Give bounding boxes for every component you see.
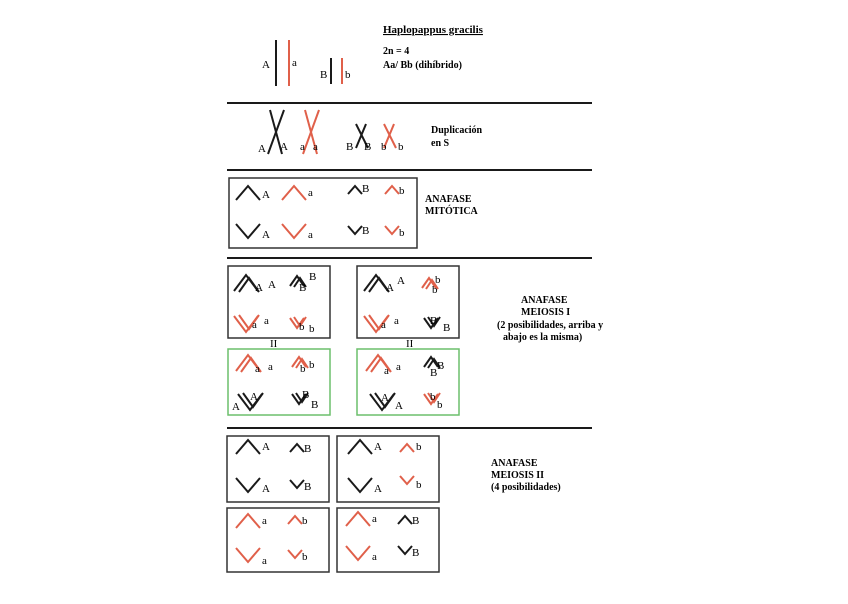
duplicated-B: [346, 124, 371, 153]
meiosis1-label-3: (2 posibilidades, arriba y: [497, 320, 604, 331]
svg-text:A: A: [250, 391, 258, 403]
svg-text:a: a: [381, 319, 386, 331]
svg-text:A: A: [262, 189, 270, 201]
meiosis1-label-2: MEIOSIS I: [521, 307, 571, 318]
meiosis2-label-3: (4 posibilidades): [491, 482, 561, 493]
svg-text:a: a: [308, 229, 313, 241]
mitosis-cell: [236, 183, 405, 241]
svg-text:B: B: [302, 389, 310, 401]
svg-text:A: A: [258, 143, 266, 155]
meiosis1-label-4: abajo es la misma): [503, 332, 583, 343]
chromosome-a: [289, 40, 297, 86]
meiosis2-cell-Ab: [337, 436, 439, 502]
svg-text:A: A: [386, 282, 394, 294]
equals-sign: II: [270, 338, 278, 350]
svg-text:a: a: [292, 57, 297, 69]
svg-text:b: b: [416, 441, 422, 453]
duplicated-b: [381, 124, 404, 153]
svg-text:b: b: [432, 284, 438, 296]
svg-text:a: a: [396, 361, 401, 373]
svg-text:b: b: [399, 185, 405, 197]
svg-text:A: A: [374, 441, 382, 453]
svg-text:A: A: [268, 279, 276, 291]
chromosome-B: [320, 58, 331, 84]
svg-text:a: a: [300, 141, 305, 153]
mitosis-label-1: ANAFASE: [425, 194, 472, 205]
svg-text:a: a: [313, 141, 318, 153]
svg-text:B: B: [412, 547, 420, 559]
svg-text:A: A: [397, 275, 405, 287]
svg-text:A: A: [381, 392, 389, 404]
ploidy-label: 2n = 4: [383, 46, 410, 57]
svg-text:A: A: [280, 141, 288, 153]
svg-text:a: a: [255, 363, 260, 375]
svg-text:B: B: [320, 69, 328, 81]
svg-text:a: a: [268, 361, 273, 373]
svg-text:B: B: [304, 481, 312, 493]
svg-text:b: b: [430, 391, 436, 403]
svg-text:A: A: [374, 483, 382, 495]
svg-text:b: b: [398, 141, 404, 153]
species-title: Haplopappus gracilis: [383, 24, 483, 36]
svg-text:B: B: [412, 515, 420, 527]
svg-text:B: B: [362, 225, 370, 237]
svg-text:B: B: [430, 315, 438, 327]
svg-text:b: b: [309, 323, 315, 335]
svg-text:A: A: [232, 401, 240, 413]
svg-text:a: a: [252, 319, 257, 331]
svg-text:A: A: [262, 229, 270, 241]
svg-text:b: b: [437, 399, 443, 411]
genotype-label: Aa/ Bb (dihíbrido): [383, 60, 462, 71]
svg-text:a: a: [262, 515, 267, 527]
svg-text:b: b: [299, 321, 305, 333]
svg-text:B: B: [299, 282, 307, 294]
chromosome-A: [262, 40, 276, 86]
svg-text:b: b: [381, 141, 387, 153]
svg-text:a: a: [308, 187, 313, 199]
meiosis1-label-1: ANAFASE: [521, 295, 568, 306]
svg-text:B: B: [346, 141, 354, 153]
duplication-label-1: Duplicación: [431, 125, 483, 136]
svg-text:B: B: [311, 399, 319, 411]
svg-text:a: a: [384, 365, 389, 377]
svg-text:B: B: [443, 322, 451, 334]
svg-text:b: b: [302, 515, 308, 527]
svg-text:b: b: [399, 227, 405, 239]
duplicated-a: [300, 110, 319, 154]
svg-text:b: b: [309, 359, 315, 371]
chromosome-b: [342, 58, 351, 84]
svg-text:a: a: [394, 315, 399, 327]
svg-text:b: b: [345, 69, 351, 81]
svg-text:A: A: [262, 59, 270, 71]
meiosis2-cell-ab: [227, 508, 329, 572]
svg-text:B: B: [362, 183, 370, 195]
meiosis1-option2-bottom: [357, 349, 459, 415]
duplicated-A: [258, 110, 288, 155]
svg-text:B: B: [364, 141, 372, 153]
svg-text:b: b: [302, 551, 308, 563]
svg-text:B: B: [304, 443, 312, 455]
svg-text:A: A: [262, 483, 270, 495]
svg-text:B: B: [309, 271, 317, 283]
svg-text:B: B: [437, 360, 445, 372]
meiosis2-label-1: ANAFASE: [491, 458, 538, 469]
mitosis-label-2: MITÓTICA: [425, 206, 478, 217]
svg-text:b: b: [435, 274, 441, 286]
svg-text:b: b: [300, 363, 306, 375]
svg-text:A: A: [255, 282, 263, 294]
svg-text:a: a: [264, 315, 269, 327]
svg-text:a: a: [262, 555, 267, 567]
svg-text:b: b: [416, 479, 422, 491]
svg-text:B: B: [430, 367, 438, 379]
equals-sign: II: [406, 338, 414, 350]
meiosis2-label-2: MEIOSIS II: [491, 470, 545, 481]
svg-text:A: A: [395, 400, 403, 412]
svg-text:A: A: [262, 441, 270, 453]
svg-text:a: a: [372, 551, 377, 563]
duplication-label-2: en S: [431, 138, 450, 149]
svg-text:a: a: [372, 513, 377, 525]
